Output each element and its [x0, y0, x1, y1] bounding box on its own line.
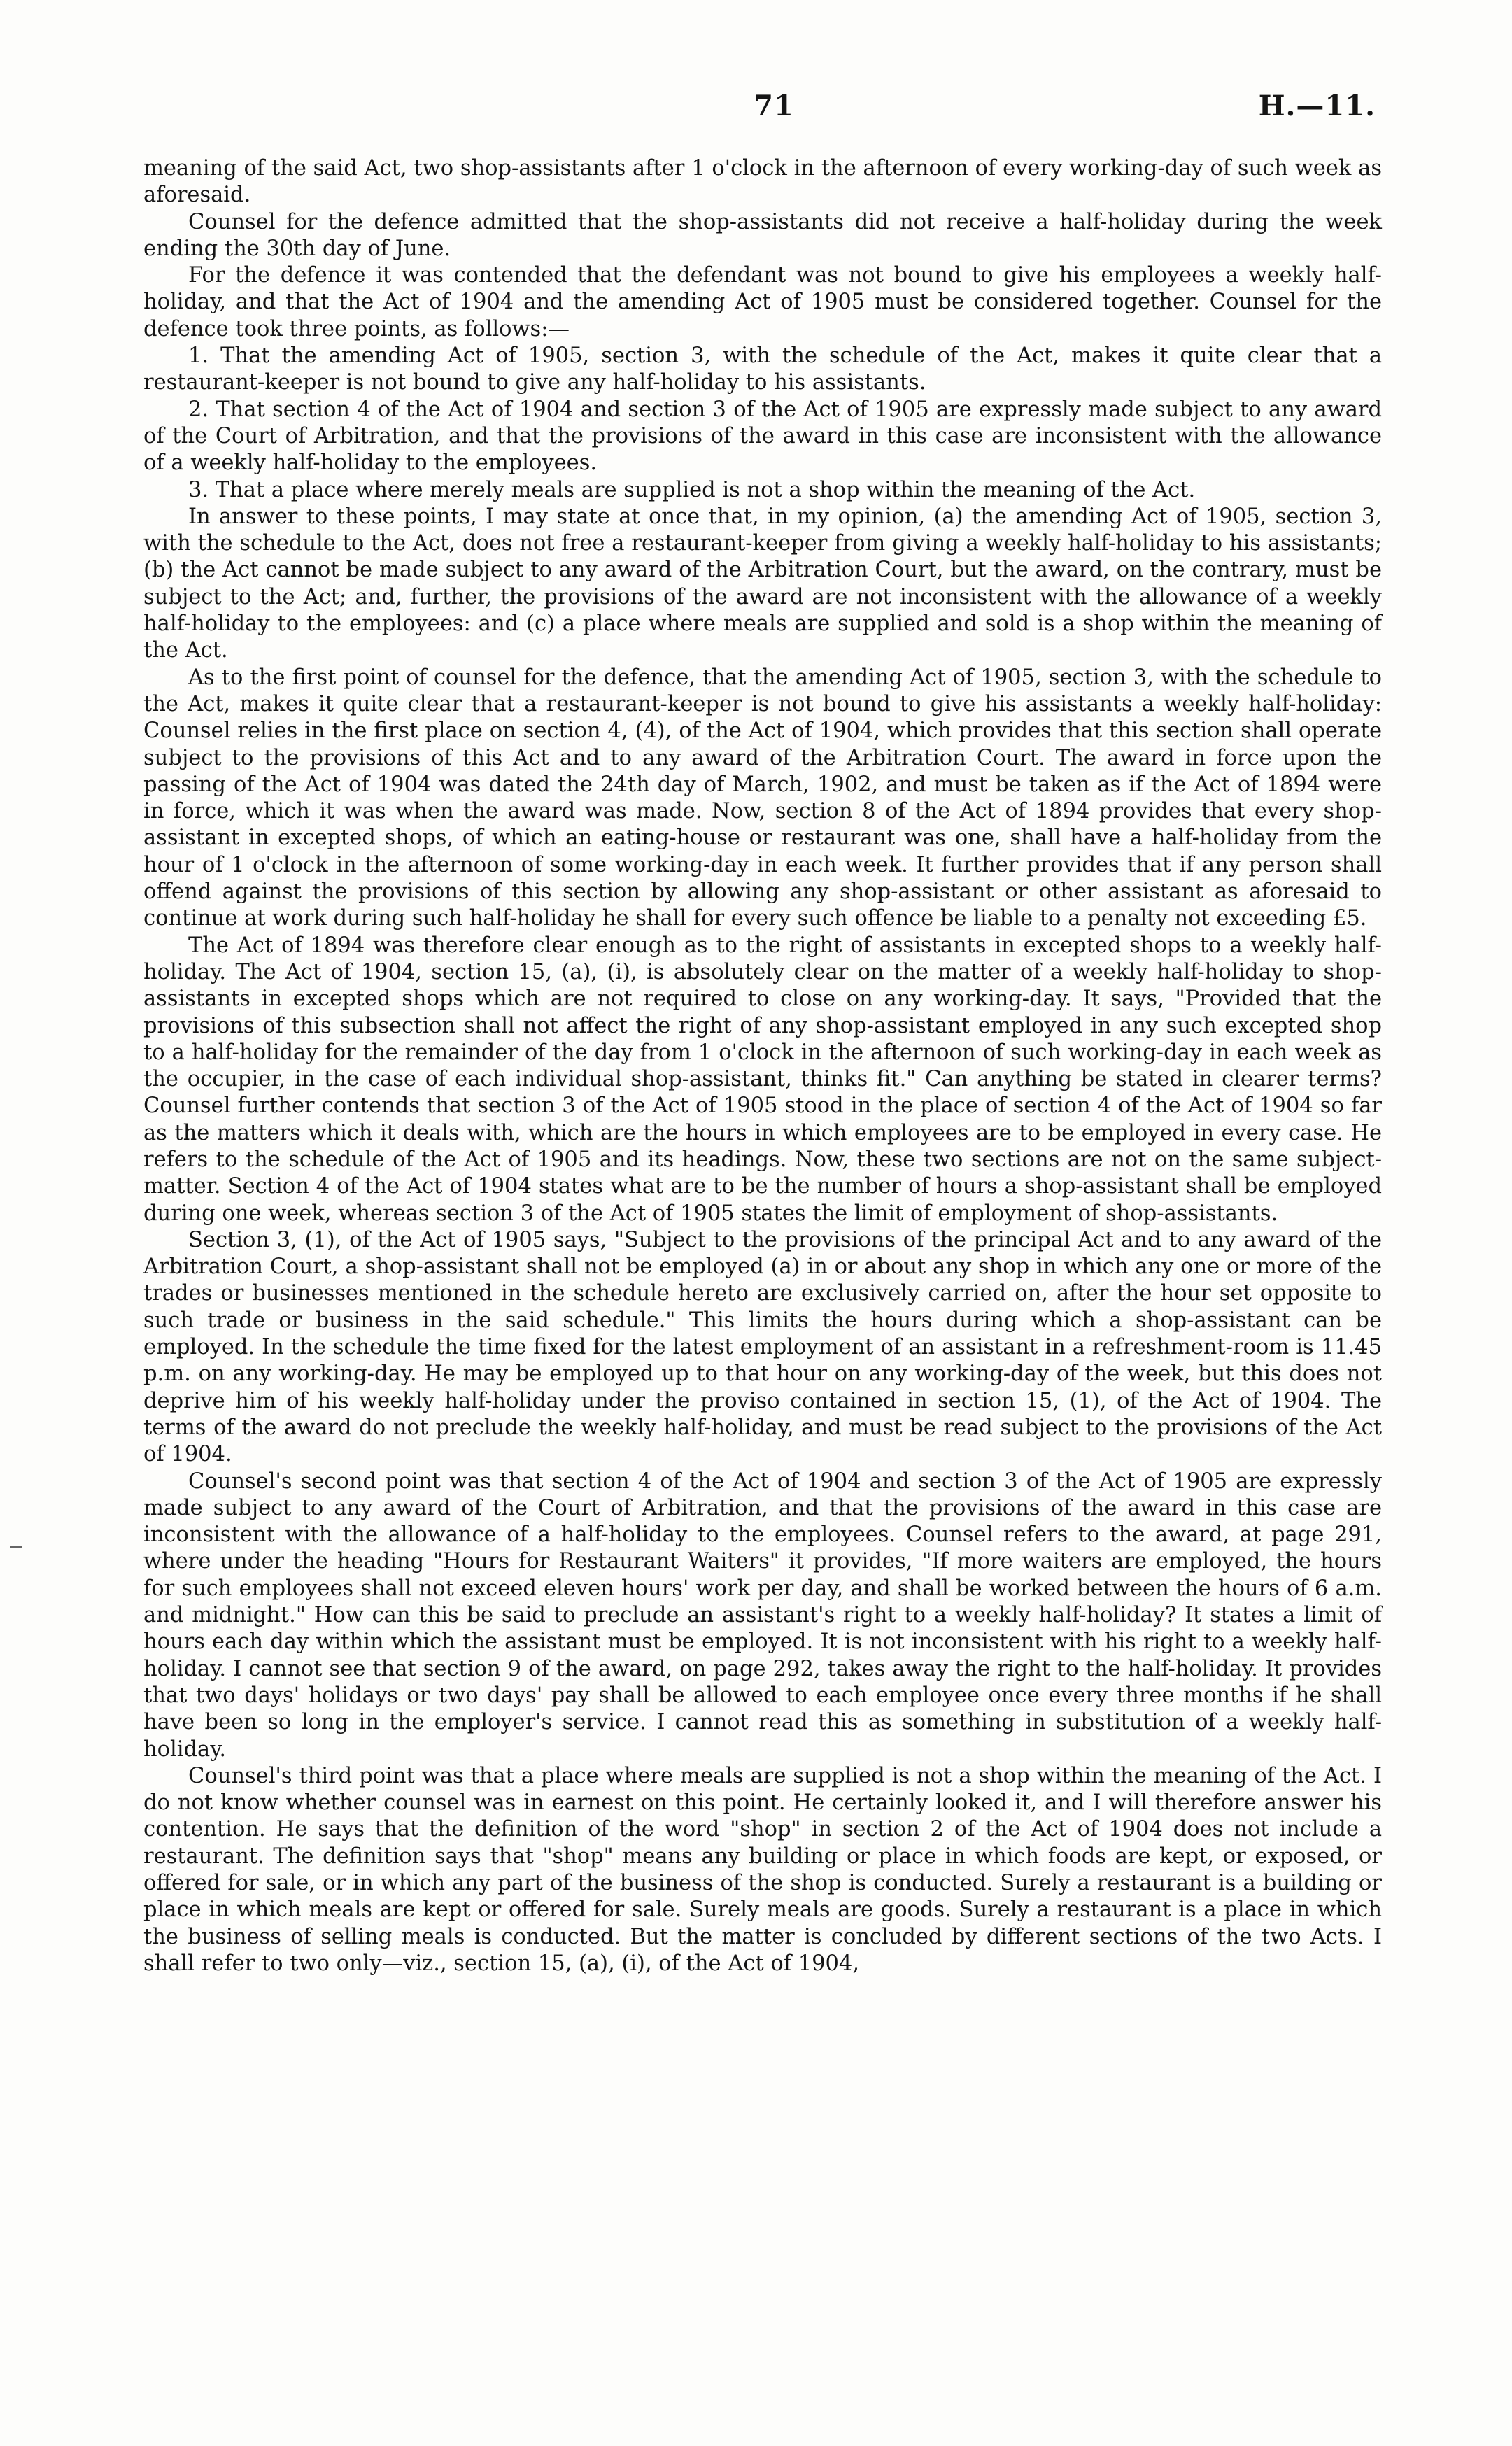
- margin-mark: [10, 1546, 22, 1548]
- paragraph-second-point: Counsel's second point was that section 4 of the Act of 1904 and section 3 of the Act of 1905 are expressly made subject to any award of the Court of Arbitration, and that the provisions of the award in this case are inconsistent with the allowance of a half-holiday to the employees. Counsel refers to the award, at page 291, where under the heading "Hours for Restaurant Waiters" it provides, "If more waiters are employed, the hours for such employees shall not exceed eleven hours' work per day, and shall be worked between the hours of 6 a.m. and midnight." How can this be said to preclude an assistant's right to a weekly half-holiday? It states a limit of hours each day within which the assistant must be employed. It is not inconsistent with his right to a weekly half-holiday. I cannot see that section 9 of the award, on page 292, takes away the right to the half-holiday. It provides that two days' holidays or two days' pay shall be allowed to each employee once every three months if he shall have been so long in the employer's service. I cannot read this as something in substitution of a weekly half-holiday.: [143, 1469, 1382, 1762]
- paragraph-first-point: As to the first point of counsel for the defence, that the amending Act of 1905, section 3, with the schedule to the Act, makes it quite clear that a restaurant-keeper is not bound to give his assistants a weekly half-holiday: Counsel relies in the first place on section 4, (4), of the Act of 1904, which provides that this section shall operate subject to the provisions of this Act and to any award of the Arbitration Court. The award in force upon the passing of the Act of 1904 was dated the 24th day of March, 1902, and must be taken as if the Act of 1894 were in force, which it was when the award was made. Now, section 8 of the Act of 1894 provides that every shop-assistant in excepted shops, of which an eating-house or restaurant was one, shall have a half-holiday from the hour of 1 o'clock in the afternoon of some working-day in each week. It further provides that if any person shall offend against the provisions of this section by allowing any shop-assistant or other assistant as aforesaid to continue at work during such half-holiday he shall for every such offence be liable to a penalty not exceeding £5.: [143, 665, 1382, 931]
- body-text: [143, 155, 1382, 1977]
- page-number: 71: [754, 90, 794, 122]
- paragraph-answer: In answer to these points, I may state at once that, in my opinion, (a) the amending Act of 1905, section 3, with the schedule to the Act, does not free a restaurant-keeper from giving a weekly half-holiday to his assistants; (b) the Act cannot be made subject to any award of the Arbitration Court, but the award, on the contrary, must be subject to the Act; and, further, the provisions of the award are not inconsistent with the allowance of a weekly half-holiday to the employees: and (c) a place where meals are supplied and sold is a shop within the meaning of the Act.: [143, 504, 1382, 663]
- paragraph-defence-contention: For the defence it was contended that the defendant was not bound to give his employees a weekly half-holiday, and that the Act of 1904 and the amending Act of 1905 must be considered together. Counsel for the defence took three points, as follows:—: [143, 263, 1382, 341]
- paragraph-point-2: 2. That section 4 of the Act of 1904 and section 3 of the Act of 1905 are expressly made subject to any award of the Court of Arbitration, and that the provisions of the award in this case are inconsistent with the allowance of a weekly half-holiday to the employees.: [143, 397, 1382, 476]
- paragraph-defence-admission: Counsel for the defence admitted that the shop-assistants did not receive a half-holiday during the week ending the 30th day of June.: [143, 209, 1382, 261]
- paragraph-point-3: 3. That a place where merely meals are supplied is not a shop within the meaning of the Act.: [188, 477, 1196, 502]
- paragraph-section-3: Section 3, (1), of the Act of 1905 says, "Subject to the provisions of the principal Act and to any award of the Arbitration Court, a shop-assistant shall not be employed (a) in or about any shop in which any one or more of the trades or businesses mentioned in the schedule hereto are exclusively carried on, after the hour set opposite to such trade or business in the said schedule." This limits the hours during which a shop-assistant can be employed. In the schedule the time fixed for the latest employment of an assistant in a refreshment-room is 11.45 p.m. on any working-day. He may be employed up to that hour on any working-day of the week, but this does not deprive him of his weekly half-holiday under the proviso contained in section 15, (1), of the Act of 1904. The terms of the award do not preclude the weekly half-holiday, and must be read subject to the provisions of the Act of 1904.: [143, 1227, 1382, 1467]
- document-reference: H.—11.: [1258, 90, 1376, 122]
- paragraph-third-point: Counsel's third point was that a place where meals are supplied is not a shop within the meaning of the Act. I do not know whether counsel was in earnest on this point. He certainly looked it, and I will therefore answer his contention. He says that the definition of the word "shop" in section 2 of the Act of 1904 does not include a restaurant. The definition says that "shop" means any building or place in which foods are kept, or exposed, or offered for sale, or in which any part of the business of the shop is conducted. Surely a restaurant is a building or place in which meals are kept or offered for sale. Surely meals are goods. Surely a restaurant is a place in which the business of selling meals is conducted. But the matter is concluded by different sections of the two Acts. I shall refer to two only—viz., section 15, (a), (i), of the Act of 1904,: [143, 1763, 1382, 1976]
- paragraph-continued: meaning of the said Act, two shop-assistants after 1 o'clock in the afternoon of every working-day of such week as aforesaid.: [143, 156, 1382, 208]
- paragraph-act-1894: The Act of 1894 was therefore clear enough as to the right of assistants in excepted shops to a weekly half-holiday. The Act of 1904, section 15, (a), (i), is absolutely clear on the matter of a weekly half-holiday to shop-assistants in excepted shops which are not required to close on any working-day. It says, "Provided that the provisions of this subsection shall not affect the right of any shop-assistant employed in any such excepted shop to a half-holiday for the remainder of the day from 1 o'clock in the afternoon of such working-day in each week as the occupier, in the case of each individual shop-assistant, thinks fit." Can anything be stated in clearer terms? Counsel further contends that section 3 of the Act of 1905 stood in the place of section 4 of the Act of 1904 so far as the matters which it deals with, which are the hours in which employees are to be employed in every case. He refers to the schedule of the Act of 1905 and its headings. Now, these two sections are not on the same subject-matter. Section 4 of the Act of 1904 states what are to be the number of hours a shop-assistant shall be employed during one week, whereas section 3 of the Act of 1905 states the limit of employment of shop-assistants.: [143, 933, 1382, 1226]
- paragraph-point-1: 1. That the amending Act of 1905, section 3, with the schedule of the Act, makes it quite clear that a restaurant-keeper is not bound to give any half-holiday to his assistants.: [143, 344, 1382, 395]
